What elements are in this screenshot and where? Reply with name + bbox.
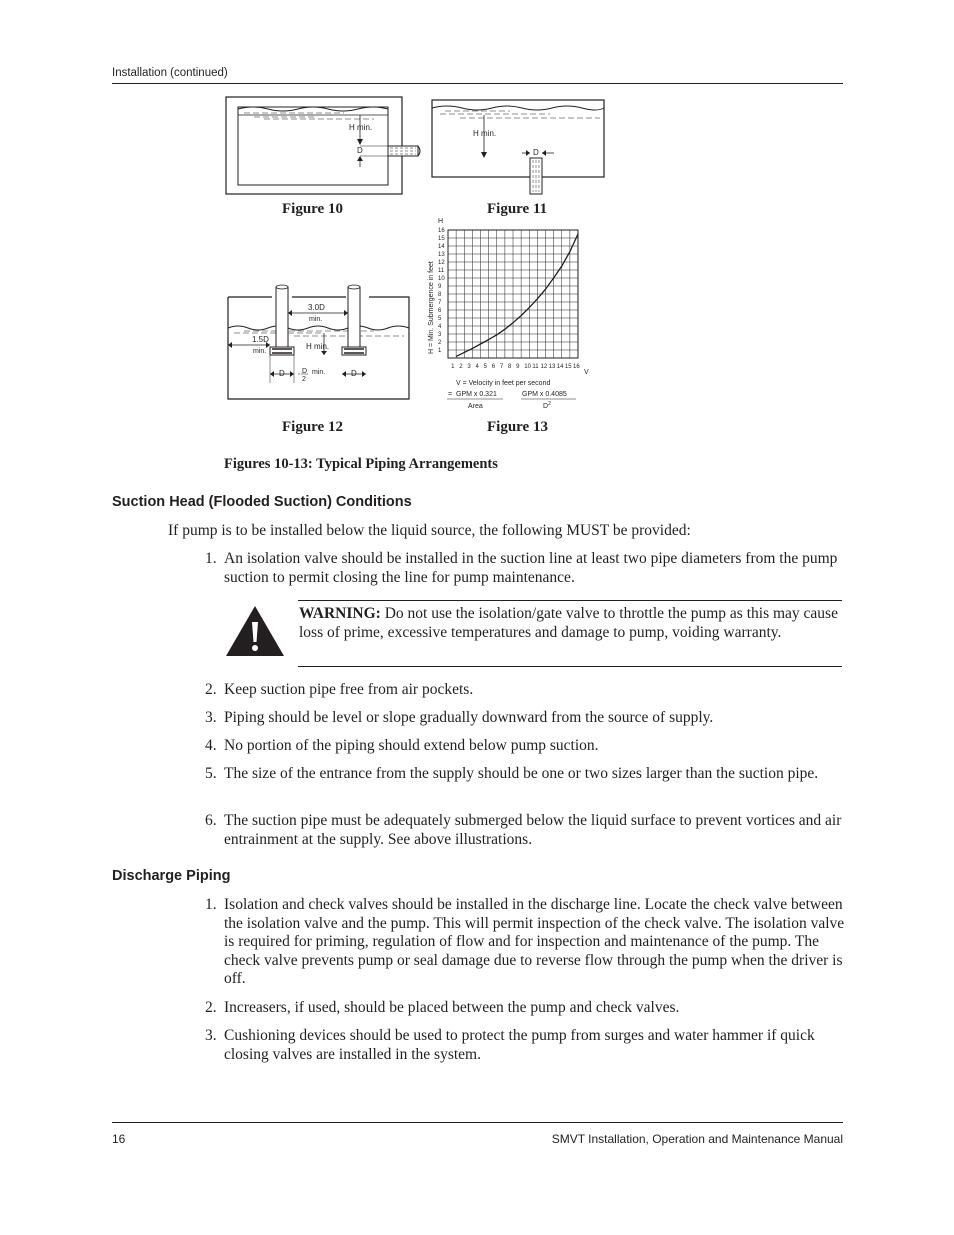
chart-formula-gpm1: GPM x 0.321 — [456, 391, 497, 398]
list-item-number: 1. — [205, 550, 217, 567]
chart-x-tick-label: 15 — [564, 364, 572, 370]
footer-rule — [112, 1122, 843, 1123]
footer-title: SMVT Installation, Operation and Maintenance Manual — [551, 1132, 843, 1146]
chart-y-tick-label: 9 — [438, 284, 442, 290]
list-item-number: 2. — [205, 681, 217, 698]
figure-12-diagram — [224, 283, 414, 403]
list-item-text: An isolation valve should be installed in the suction line at least two pipe diameters from the pump suction to permit closing the line for pump maintenance. — [224, 550, 838, 586]
list-item-number: 3. — [205, 1027, 217, 1044]
list-item-number: 5. — [205, 765, 217, 782]
chart-formula-eq: = — [448, 391, 453, 398]
list-item — [205, 812, 845, 849]
fig12-15d-min-label: min. — [253, 348, 267, 355]
chart-x-tick-label: 12 — [540, 364, 548, 370]
chart-x-tick-label: 6 — [491, 364, 496, 370]
chart-y-tick-label: 1 — [438, 348, 442, 354]
figure-10-diagram — [224, 95, 424, 197]
list-item-text: Increasers, if used, should be placed between the pump and check valves. — [224, 999, 680, 1016]
warning-icon — [224, 604, 286, 658]
fig12-3d-min-label: min. — [309, 316, 323, 323]
page-number: 16 — [112, 1132, 126, 1146]
figures-caption: Figures 10-13: Typical Piping Arrangements — [224, 456, 498, 472]
chart-formula-gpm2: GPM x 0.4085 — [522, 391, 567, 398]
list-item-number: 3. — [205, 709, 217, 726]
chart-x-tick-label: 14 — [556, 364, 564, 370]
list-item — [205, 681, 845, 700]
discharge-heading: Discharge Piping — [112, 868, 231, 884]
chart-y-tick-label: 11 — [438, 268, 445, 274]
chart-y-tick-label: 15 — [438, 236, 445, 242]
figure-10-label: Figure 10 — [282, 201, 343, 217]
chart-x-tick-label: 5 — [483, 364, 487, 370]
warning-label: WARNING: — [299, 605, 381, 622]
list-item-text: Keep suction pipe free from air pockets. — [224, 681, 474, 698]
chart-y-tick-label: 14 — [438, 244, 445, 250]
list-item-text: The size of the entrance from the supply should be one or two sizes larger than the suction pipe. — [224, 765, 819, 782]
warning-top-rule — [298, 600, 842, 601]
figure-11-label: Figure 11 — [487, 201, 548, 217]
chart-y-tick-label: 7 — [438, 300, 442, 306]
list-item — [205, 999, 845, 1018]
list-item — [205, 1027, 845, 1064]
fig12-hmin-label: H min. — [306, 342, 330, 351]
chart-x-tick-label: 4 — [475, 364, 479, 370]
list-item-text: No portion of the piping should extend below pump suction. — [224, 737, 599, 754]
figure-11-diagram — [430, 98, 610, 200]
fig12-dhalf-num: D — [302, 368, 308, 375]
chart-y-tick-label: 4 — [438, 324, 442, 330]
chart-y-tick-label: 6 — [438, 308, 442, 314]
fig12-d2-label: D — [351, 369, 357, 378]
fig10-hmin-label: H min. — [349, 123, 373, 132]
chart-x-tick-label: 16 — [573, 364, 580, 370]
chart-y-tick-label: 10 — [438, 276, 445, 282]
list-item-number: 1. — [205, 896, 217, 913]
list-item — [205, 896, 845, 989]
chart-y-tick-label: 2 — [438, 340, 442, 346]
figure-13-label: Figure 13 — [487, 419, 548, 435]
chart-x-axis-letter: V — [584, 369, 589, 376]
chart-x-tick-label: 10 — [524, 364, 531, 370]
figure-12-label: Figure 12 — [282, 419, 343, 435]
chart-y-tick-label: 12 — [438, 260, 445, 266]
chart-y-tick-label: 8 — [438, 292, 442, 298]
chart-x-tick-label: 11 — [532, 364, 539, 370]
chart-x-tick-label: 3 — [467, 364, 471, 370]
fig11-d-label: D — [533, 148, 539, 157]
list-item-number: 2. — [205, 999, 217, 1016]
fig12-dhalf-den: 2 — [302, 376, 306, 383]
chart-y-axis-letter: H — [438, 218, 444, 225]
chart-x-tick-label: 1 — [451, 364, 455, 370]
chart-x-axis-label: V = Velocity in feet per second — [456, 380, 551, 387]
list-item-text: The suction pipe must be adequately submerged below the liquid surface to prevent vortices and air entrainment at the supply. See above illustrations. — [224, 812, 842, 848]
suction-heading: Suction Head (Flooded Suction) Conditions — [112, 494, 412, 510]
list-item-text: Cushioning devices should be used to protect the pump from surges and water hammer if quick closing valves are installed in the system. — [224, 1027, 815, 1063]
figure-13-chart — [418, 212, 598, 412]
header-rule — [112, 83, 843, 84]
chart-y-tick-label: 3 — [438, 332, 442, 338]
list-item — [205, 737, 845, 756]
list-item — [205, 550, 845, 587]
running-header: Installation (continued) — [112, 67, 228, 79]
list-item-text: Isolation and check valves should be installed in the discharge line. Locate the check valve between the isolation valve and the pump. This will permit inspection of the check valve. The isolation valve is required for priming, regulation of flow and for inspection and maintenance of the pump. The check valve prevents pump or seal damage due to reverse flow through the pump when the driver is off. — [224, 896, 845, 987]
chart-formula-d2: $D^2$ — [543, 401, 551, 410]
fig12-3d-label: 3.0D — [308, 303, 325, 312]
chart-x-tick-label: 7 — [499, 364, 504, 370]
chart-x-tick-label: 13 — [548, 364, 556, 370]
list-item-number: 6. — [205, 812, 217, 829]
chart-series-line — [456, 234, 578, 356]
fig12-dhalf-min: min. — [312, 369, 326, 376]
chart-formula-area: Area — [468, 403, 483, 410]
list-item-number: 4. — [205, 737, 217, 754]
fig10-d-label: D — [357, 146, 363, 155]
warning-body: Do not use the isolation/gate valve to throttle the pump as this may cause loss of prime, excessive temperatures and damage to pump, voiding warranty. — [299, 605, 838, 641]
chart-x-tick-label: 2 — [459, 364, 463, 370]
suction-intro: If pump is to be installed below the liquid source, the following MUST be provided: — [168, 522, 691, 539]
chart-y-axis-label: H = Min. Submergence in feet — [428, 261, 435, 354]
chart-y-tick-label: 16 — [438, 228, 445, 234]
warning-bottom-rule — [298, 666, 842, 667]
chart-x-tick-label: 8 — [508, 364, 512, 370]
chart-y-tick-label: 5 — [438, 316, 442, 322]
warning-text — [299, 605, 839, 642]
fig12-15d-label: 1.5D — [252, 335, 269, 344]
chart-x-tick-label: 9 — [516, 364, 520, 370]
chart-y-tick-label: 13 — [438, 252, 445, 258]
fig12-d1-label: D — [279, 369, 285, 378]
list-item — [205, 765, 845, 784]
list-item-text: Piping should be level or slope gradually downward from the source of supply. — [224, 709, 714, 726]
list-item — [205, 709, 845, 728]
fig11-hmin-label: H min. — [473, 129, 497, 138]
